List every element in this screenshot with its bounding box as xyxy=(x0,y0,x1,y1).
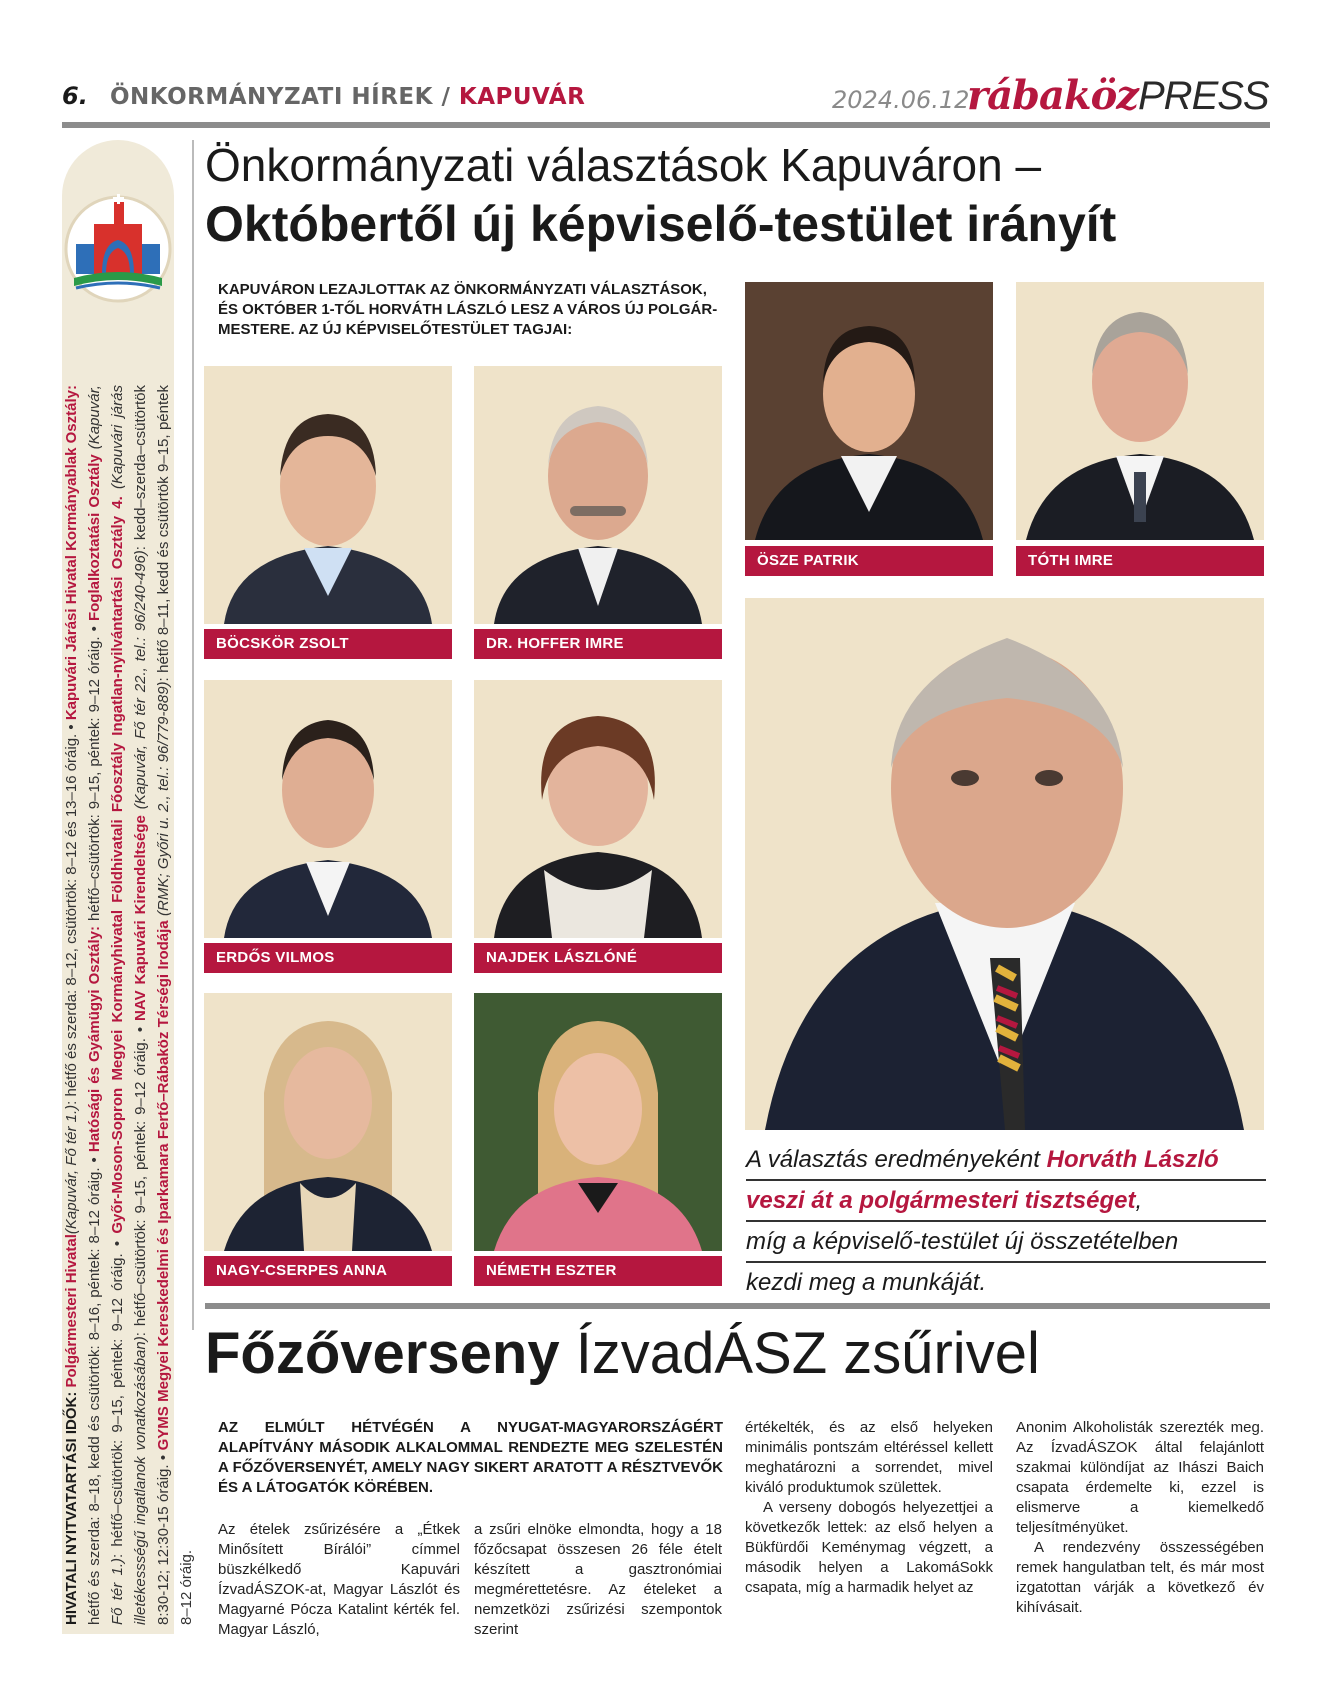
article2-paragraph: a zsűri elnöke elmondta, hogy a 18 főzőcsapat összesen 26 féle ételt készített a gasztronómiai megmérettetésre. Az ételeket a nemzetközi zsűrizési szempontok szerint xyxy=(474,1521,722,1638)
section-separator: / xyxy=(441,84,451,110)
office-entry-detail: (Kapuvár, Fő tér 1.) xyxy=(63,1104,80,1235)
member-card xyxy=(745,282,993,577)
quote-highlight: veszi át a polgármesteri tisztséget xyxy=(746,1187,1136,1214)
office-entry-detail: (Kapuvár, Fő tér 1.) xyxy=(86,385,126,1625)
office-entry-name: GYMS Megyei Kereskedelmi és Iparkamara Fertő–Rábaköz Térségi Irodája xyxy=(155,920,172,1451)
article2-title-rest: ÍzvadÁSZ zsűrivel xyxy=(559,1321,1040,1386)
article2-paragraph: A verseny dobogós helyezettjei a következők lettek: az első helyen a Bükfürdői Keménymag végzett, a második helyen a LakomáSokk csapata, míg a harmadik helyet az xyxy=(745,1499,993,1596)
quote-highlight: Horváth László xyxy=(1046,1146,1219,1173)
member-photo xyxy=(474,680,722,938)
article1-lead: KAPUVÁRON LEZAJLOTTAK AZ ÖNKORMÁNYZATI VÁLASZTÁSOK, ÉS OKTÓBER 1-TŐL HORVÁTH LÁSZLÓ LESZ A VÁROS ÚJ POLGÁR-MESTERE. AZ ÚJ KÉPVISELŐTESTÜLET TAGJAI: xyxy=(218,281,718,338)
member-card xyxy=(474,366,722,659)
article2-title xyxy=(205,1320,1040,1387)
office-entry-hours: hétfő és szerda: 8–18, kedd és csütörtök: 8–16, péntek: 8–12 óráig. • xyxy=(86,1157,103,1625)
page-number: 6. xyxy=(62,82,88,110)
article2-paragraph: Anonim Alkoholisták szerezték meg. Az ÍzvadÁSZOK által felajánlott szakmai különdíjat az Ihászi Baich csapata érdemelte ki, ezzel is elismerve a kiemelkedő teljesítményüket. xyxy=(1016,1419,1264,1536)
office-entry-hours: : hétfő–csütörtök: 9–15, péntek: 9–12 óráig. • xyxy=(109,1240,126,1559)
office-entry-detail: (Kapuvári járás illetékessségű ingatlanok vonatkozásában) xyxy=(109,385,149,1625)
logo-part2: PRESS xyxy=(1138,74,1269,118)
member-card xyxy=(204,993,452,1286)
city-crest-icon xyxy=(62,174,174,324)
member-card xyxy=(474,680,722,973)
office-entry-name: Győr-Moson-Sopron Megyei Kormányhivatal Földhivatali Főosztály Ingatlan-nyilvántartási Osztály 4. xyxy=(109,496,126,1234)
office-entry-hours: : hétfő és szerda: 8–12, csütörtök: 8–12 és 13–16 óráig. • xyxy=(63,724,80,1105)
article1-title-line2: Októbertől új képviselő-testület irányít xyxy=(205,196,1117,252)
sidebar-divider xyxy=(192,140,194,1330)
logo-part1: rábaköz xyxy=(967,72,1138,119)
member-name: ERDŐS VILMOS xyxy=(204,943,452,973)
article2-column-3 xyxy=(745,1418,993,1598)
page-header xyxy=(62,72,1270,120)
quote-line: míg a képviselő-testület új összetételben xyxy=(746,1222,1266,1263)
office-entry-name: Kapuvári Járási Hivatal Kormányablak Osztály: xyxy=(63,385,80,721)
member-photo xyxy=(204,366,452,624)
header-rule xyxy=(62,122,1270,128)
office-hours-heading: HIVATALI NYITVATARTÁSI IDŐK: xyxy=(63,1391,80,1625)
quote-line xyxy=(746,1140,1266,1181)
office-entry-name: Polgármesteri Hivatal xyxy=(63,1234,80,1388)
article2-column-2 xyxy=(474,1520,722,1640)
quote-text: A választás eredményeként xyxy=(746,1146,1047,1173)
office-entry-name: NAV Kapuvári Kirendeltsége xyxy=(132,815,149,1021)
issue-date: 2024.06.12. xyxy=(832,86,978,114)
office-entry-hours: : hétfő–csütörtök: 9–15, péntek: 9–12 óráig. • xyxy=(132,1026,149,1337)
mayor-card xyxy=(745,598,1264,1130)
member-name: NAGY-CSERPES ANNA xyxy=(204,1256,452,1286)
member-photo xyxy=(474,366,722,624)
member-name: DR. HOFFER IMRE xyxy=(474,629,722,659)
member-name: TÓTH IMRE xyxy=(1016,546,1264,576)
office-entry-name: Hatósági és Gyámügyi Osztály: xyxy=(86,926,103,1153)
article-divider xyxy=(205,1303,1270,1309)
office-hours-text xyxy=(60,385,195,1625)
quote-text: , xyxy=(1135,1187,1143,1214)
member-card xyxy=(204,680,452,973)
member-card xyxy=(1016,282,1264,577)
member-photo xyxy=(204,993,452,1251)
article2-column-4 xyxy=(1016,1418,1264,1618)
member-card xyxy=(474,993,722,1286)
article2-lead: AZ ELMÚLT HÉTVÉGÉN A NYUGAT-MAGYARORSZÁGÉRT ALAPÍTVÁNY MÁSODIK ALKALOMMAL RENDEZTE MEG SZELESTÉN A FŐZŐVERSENYÉT, AMELY NAGY SIKERT ARATOTT A RÉSZTVEVŐK ÉS A LÁTOGATÓK KÖRÉBEN. xyxy=(218,1419,723,1496)
member-name: NAJDEK LÁSZLÓNÉ xyxy=(474,943,722,973)
office-entry-hours: : kedd–szerda–csütörtök 8:30-12; 12:30-15 óráig. • xyxy=(132,385,172,1625)
member-name: ÖSZE PATRIK xyxy=(745,546,993,576)
quote-line xyxy=(746,1181,1266,1222)
article2-paragraph: Az ételek zsűrizésére a „Étkek Minősített Bírálói” címmel büszkélkedő Kapuvári ÍzvadÁSZOK-at, Magyar Lászlót és Magyarné Pócza Katalint kérték fel. Magyar László, xyxy=(218,1521,460,1638)
member-card xyxy=(204,366,452,659)
member-photo xyxy=(745,282,993,540)
member-photo xyxy=(1016,282,1264,540)
member-name: NÉMETH ESZTER xyxy=(474,1256,722,1286)
article2-paragraph: értékelték, és az első helyeken minimális pontszám eltéréssel kellett meghatározni a sorrendet, mivel kiváló produktumok születtek. xyxy=(745,1419,993,1496)
quote-line: kezdi meg a munkáját. xyxy=(746,1269,987,1296)
office-entry-hours: : hétfő 8–11, kedd és csütörtök 9–15, péntek 8–12 óráig. xyxy=(155,385,195,1625)
office-entry-hours: hétfő–csütörtök: 9–15, péntek: 9–12 óráig. • xyxy=(86,626,103,927)
member-photo xyxy=(204,680,452,938)
office-entry-detail: (Kapuvár, Fő tér 22., tel.: 96/240-496) xyxy=(132,550,149,816)
member-photo xyxy=(474,993,722,1251)
publication-logo xyxy=(967,72,1269,118)
member-name: BÖCSKÖR ZSOLT xyxy=(204,629,452,659)
office-entry-detail: (RMK; Győri u. 2., tel.: 96/779-889) xyxy=(155,681,172,921)
article2-column-1 xyxy=(218,1520,460,1640)
article1-title-line1: Önkormányzati választások Kapuváron – xyxy=(205,139,1042,191)
mayor-photo xyxy=(745,598,1264,1130)
section-city: KAPUVÁR xyxy=(458,84,586,110)
article1-pull-quote xyxy=(746,1140,1266,1302)
section-title xyxy=(110,84,585,110)
office-entry-name: Foglalkoztatási Osztály xyxy=(86,454,103,622)
article2-title-bold: Főzőverseny xyxy=(205,1321,560,1386)
article2-paragraph: A rendezvény összességében remek hangulatban telt, és már most izgatottan várják a következő év kihívásait. xyxy=(1016,1539,1264,1616)
section-name: ÖNKORMÁNYZATI HÍREK xyxy=(110,84,433,110)
